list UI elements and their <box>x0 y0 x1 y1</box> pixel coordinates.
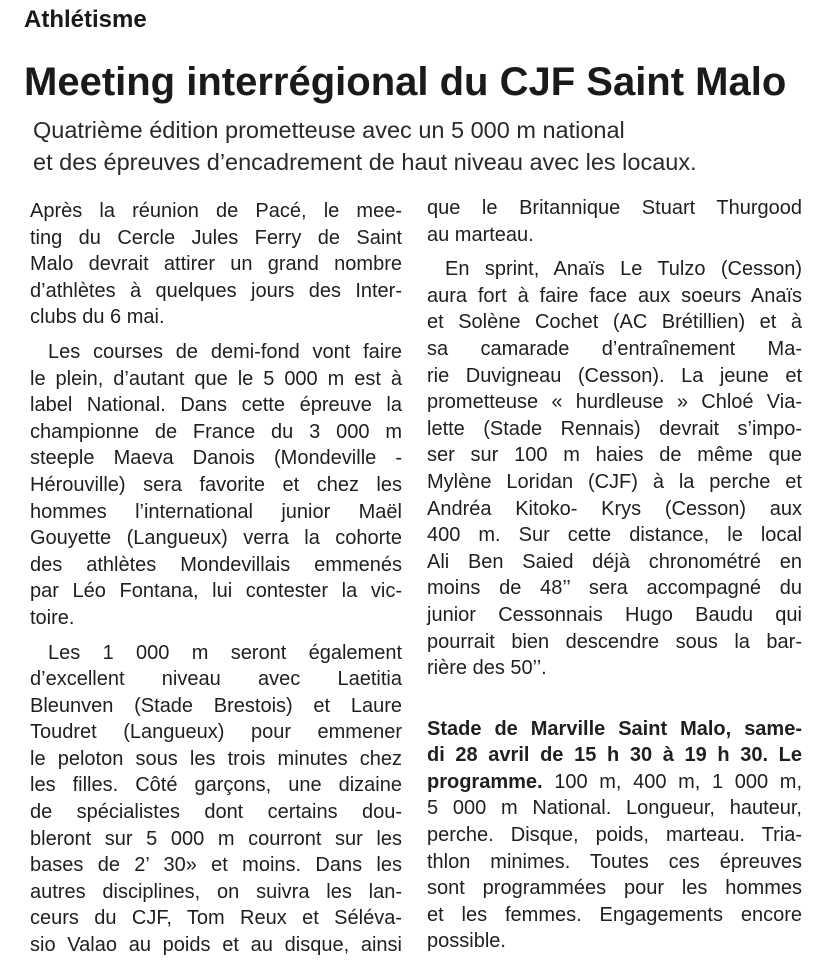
body-line: Toudret (Langueux) pour emmener <box>30 721 402 744</box>
body-line: junior Cessonnais Hugo Baudu qui <box>427 603 802 626</box>
body-line: ser sur 100 m haies de même que <box>427 444 802 467</box>
body-line: d’athlètes à quelques jours des Inter- <box>30 279 402 302</box>
info-line <box>427 769 802 796</box>
body-line: 400 m. Sur cette distance, le local <box>427 524 802 547</box>
body-line: au marteau. <box>427 223 534 246</box>
body-line: clubs du 6 mai. <box>30 306 165 329</box>
body-line: toire. <box>30 606 75 629</box>
body-line: bleront sur 5 000 m courront sur les <box>30 827 402 850</box>
section-rubric: Athlétisme <box>24 6 147 33</box>
info-line <box>427 742 802 769</box>
article-column-1 <box>30 198 402 959</box>
info-bold-text: programme. <box>427 770 543 793</box>
body-line: Hérouville) sera favorite et chez les <box>30 473 402 496</box>
body-line: Ali Ben Saied déjà chronométré en <box>427 550 802 573</box>
body-line: pourrait bien descendre sous la bar- <box>427 630 802 653</box>
article-standfirst <box>33 114 697 178</box>
info-bold-text: Stade de Marville Saint Malo, same- <box>427 717 802 740</box>
body-line: championne de France du 3 000 m <box>30 420 402 443</box>
info-line <box>427 716 802 743</box>
body-line: bases de 2’ 30» et moins. Dans les <box>30 854 402 877</box>
body-line: label National. Dans cette épreuve la <box>30 394 402 417</box>
body-line: et Solène Cochet (AC Brétillien) et à <box>427 311 802 334</box>
body-line: que le Britannique Stuart Thurgood <box>427 197 802 219</box>
body-line: le peloton sous les trois minutes chez <box>30 747 402 770</box>
standfirst-line: et des épreuves d’encadrement de haut niveau avec les locaux. <box>33 149 697 175</box>
body-line: Les 1 000 m seront également <box>48 641 402 664</box>
body-line: Après la réunion de Pacé, le mee- <box>30 200 402 222</box>
body-line: de spécialistes dont certains dou- <box>30 801 402 824</box>
info-line: possible. <box>427 930 506 953</box>
body-line: lette (Stade Rennais) devrait s’impo- <box>427 417 802 440</box>
body-line: sio Valao au poids et au disque, ainsi <box>30 934 402 957</box>
body-line: prometteuse « hurdleuse » Chloé Via- <box>427 391 802 414</box>
body-line: aura fort à faire face aux soeurs Anaïs <box>427 284 802 307</box>
info-line: thlon minimes. Toutes ces épreuves <box>427 850 802 873</box>
body-line: sa camarade d’entraînement Ma- <box>427 337 802 360</box>
body-line: rie Duvigneau (Cesson). La jeune et <box>427 364 802 387</box>
body-line: rière des 50’’. <box>427 657 547 680</box>
info-line: 5 000 m National. Longueur, hauteur, <box>427 797 802 820</box>
body-line: steeple Maeva Danois (Mondeville - <box>30 447 402 470</box>
body-line: ceurs du CJF, Tom Reux et Séléva- <box>30 907 402 930</box>
info-line: sont programmées pour les hommes <box>427 877 802 900</box>
body-line: Les courses de demi-fond vont faire <box>48 340 402 363</box>
body-line: les filles. Côté garçons, une dizaine <box>30 774 402 797</box>
standfirst-line: Quatrième édition prometteuse avec un 5 000 m national <box>33 117 625 143</box>
body-line: par Léo Fontana, lui contester la vic- <box>30 580 402 603</box>
body-line: Gouyette (Langueux) verra la cohorte <box>30 527 402 550</box>
info-line: perche. Disque, poids, marteau. Tria- <box>427 824 802 847</box>
info-bold-text: di 28 avril de 15 h 30 à 19 h 30. Le <box>427 744 802 767</box>
body-line: autres disciplines, on suivra les lan- <box>30 880 402 903</box>
article-headline: Meeting interrégional du CJF Saint Malo <box>24 60 787 104</box>
body-line: moins de 48’’ sera accompagné du <box>427 577 802 600</box>
body-line: d’excellent niveau avec Laetitia <box>30 668 402 691</box>
body-line: Andréa Kitoko- Krys (Cesson) aux <box>427 497 802 520</box>
body-line: hommes l’international junior Maël <box>30 500 402 523</box>
body-line: Malo devrait attirer un grand nombre <box>30 253 402 276</box>
body-line: le plein, d’autant que le 5 000 m est à <box>30 367 402 390</box>
body-line: Bleunven (Stade Brestois) et Laure <box>30 694 402 717</box>
body-line: Mylène Loridan (CJF) à la perche et <box>427 470 802 493</box>
article-column-2 <box>427 195 802 955</box>
info-text: 100 m, 400 m, 1 000 m, <box>542 770 802 793</box>
info-line: et les femmes. Engagements encore <box>427 903 802 926</box>
body-line: En sprint, Anaïs Le Tulzo (Cesson) <box>445 258 802 281</box>
body-line: des athlètes Mondevillais emmenés <box>30 553 402 576</box>
body-line: ting du Cercle Jules Ferry de Saint <box>30 226 402 249</box>
